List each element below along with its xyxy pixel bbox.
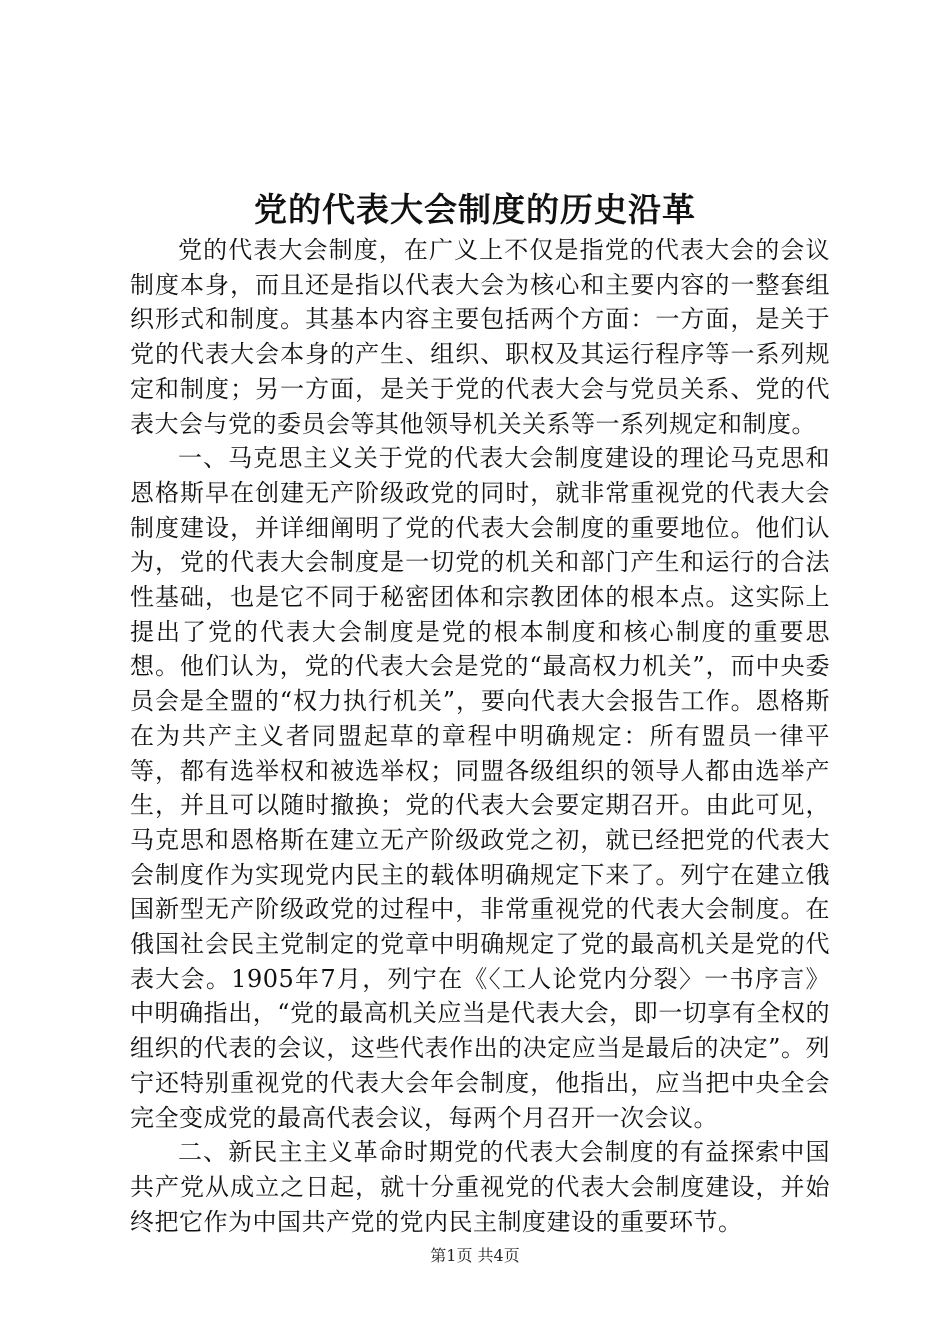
document-title: 党的代表大会制度的历史沿革 — [254, 190, 696, 229]
page-number-footer: 第1页 共4页 — [430, 1246, 520, 1265]
paragraph-intro: 党的代表大会制度，在广义上不仅是指党的代表大会的会议制度本身，而且还是指以代表大会为核心和主要内容的一整套组织形式和制度。其基本内容主要包括两个方面：一方面，是关于党的代表大会本身的产生、组织、职权及其运行程序等一系列规定和制度；另一方面，是关于党的代表大会与党员关系、党的代表大会与党的委员会等其他领导机关关系等一系列规定和制度。 — [130, 236, 830, 438]
paragraph-new-democratic-revolution: 二、新民主主义革命时期党的代表大会制度的有益探索中国共产党从成立之日起，就十分重视党的代表大会制度建设，并始终把它作为中国共产党的党内民主制度建设的重要环节。 — [130, 1138, 830, 1236]
document-body — [130, 233, 830, 1239]
paragraph-marxism-theory: 一、马克思主义关于党的代表大会制度建设的理论马克思和恩格斯早在创建无产阶级政党的同时，就非常重视党的代表大会制度建设，并详细阐明了党的代表大会制度的重要地位。他们认为，党的代表大会制度是一切党的机关和部门产生和运行的合法性基础，也是它不同于秘密团体和宗教团体的根本点。这实际上提出了党的代表大会制度是党的根本制度和核心制度的重要思想。他们认为，党的代表大会是党的“最高权力机关”，而中央委员会是全盟的“权力执行机关”，要向代表大会报告工作。恩格斯在为共产主义者同盟起草的章程中明确规定：所有盟员一律平等，都有选举权和被选举权；同盟各级组织的领导人都由选举产生，并且可以随时撤换；党的代表大会要定期召开。由此可见，马克思和恩格斯在建立无产阶级政党之初，就已经把党的代表大会制度作为实现党内民主的载体明确规定下来了。列宁在建立俄国新型无产阶级政党的过程中，非常重视党的代表大会制度。在俄国社会民主党制定的党章中明确规定了党的最高机关是党的代表大会。1905年7月，列宁在《〈工人论党内分裂〉一书序言》中明确指出，“党的最高机关应当是代表大会，即一切享有全权的组织的代表的会议，这些代表作出的决定应当是最后的决定”。列宁还特别重视党的代表大会年会制度，他指出，应当把中央全会完全变成党的最高代表会议，每两个月召开一次会议。 — [130, 444, 830, 1132]
